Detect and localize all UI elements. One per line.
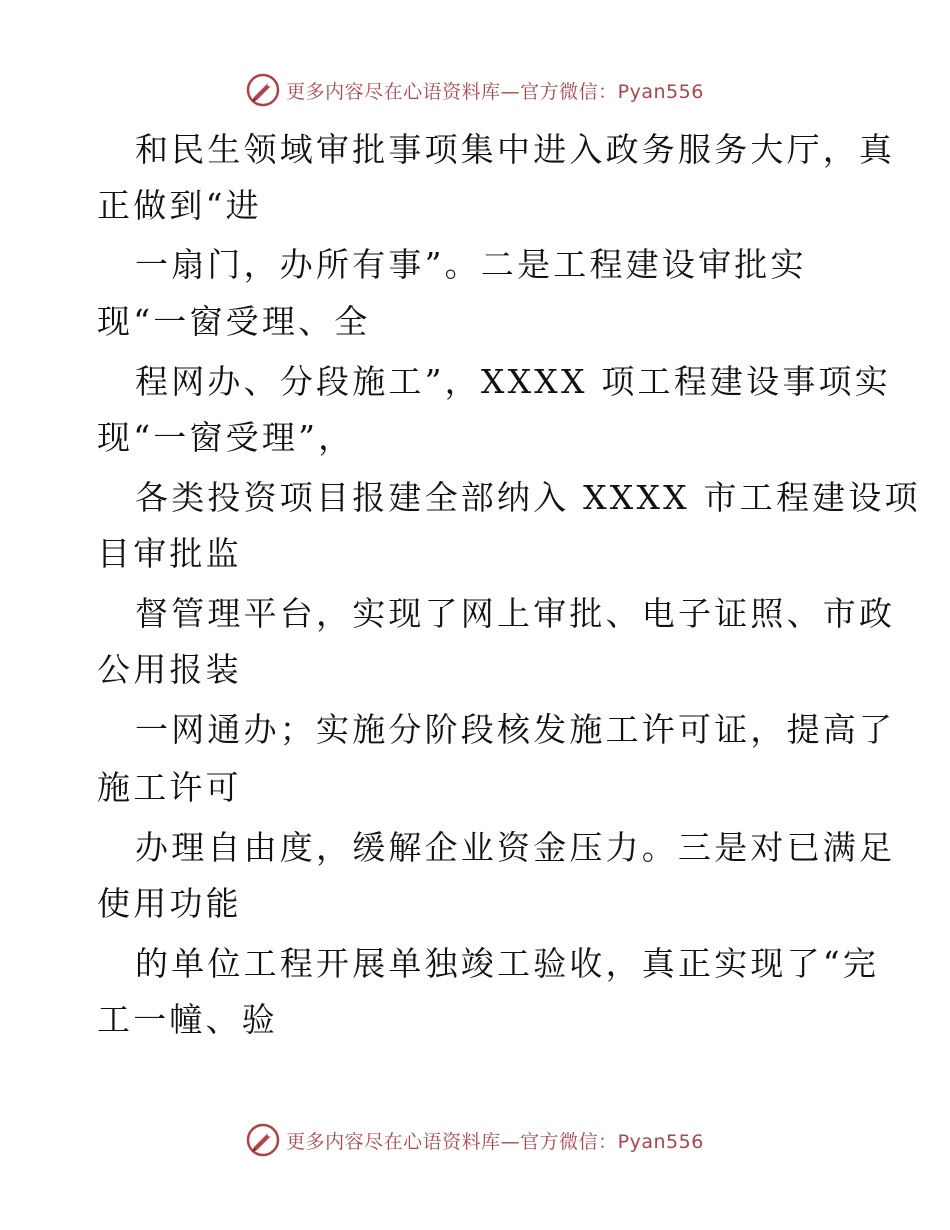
body-line: 一扇门，办所有事”。二是工程建设审批实 <box>135 245 807 284</box>
body-line: 的单位工程开展单独竣工验收，真正实现了“完 <box>135 944 880 983</box>
body-line: 督管理平台，实现了网上审批、电子证照、市政 <box>135 594 896 633</box>
header-banner <box>0 70 950 110</box>
body-line: 施工许可 <box>97 768 242 807</box>
body-line: 办理自由度，缓解企业资金压力。三是对已满足 <box>135 828 896 867</box>
pen-logo-icon <box>246 73 280 107</box>
footer-banner-text: 更多内容尽在心语资料库—官方微信：Pyan556 <box>286 1130 704 1153</box>
pen-logo-icon <box>246 1123 280 1157</box>
body-line: 正做到“进 <box>97 186 262 225</box>
body-line: 各类投资项目报建全部纳入 XXXX 市工程建设项 <box>135 478 921 517</box>
header-banner-text: 更多内容尽在心语资料库—官方微信：Pyan556 <box>286 80 704 103</box>
body-line: 和民生领域审批事项集中进入政务服务大厅，真 <box>135 130 896 169</box>
body-line: 一网通办；实施分阶段核发施工许可证，提高了 <box>135 710 896 749</box>
body-line: 现“一窗受理”， <box>97 418 355 457</box>
body-line: 现“一窗受理、全 <box>97 302 371 341</box>
body-line: 使用功能 <box>97 884 242 923</box>
body-line: 工一幢、验 <box>97 1000 278 1039</box>
footer-banner <box>0 1120 950 1160</box>
body-line: 程网办、分段施工”，XXXX 项工程建设事项实 <box>135 362 891 401</box>
body-line: 目审批监 <box>97 534 242 573</box>
body-line: 公用报装 <box>97 650 242 689</box>
